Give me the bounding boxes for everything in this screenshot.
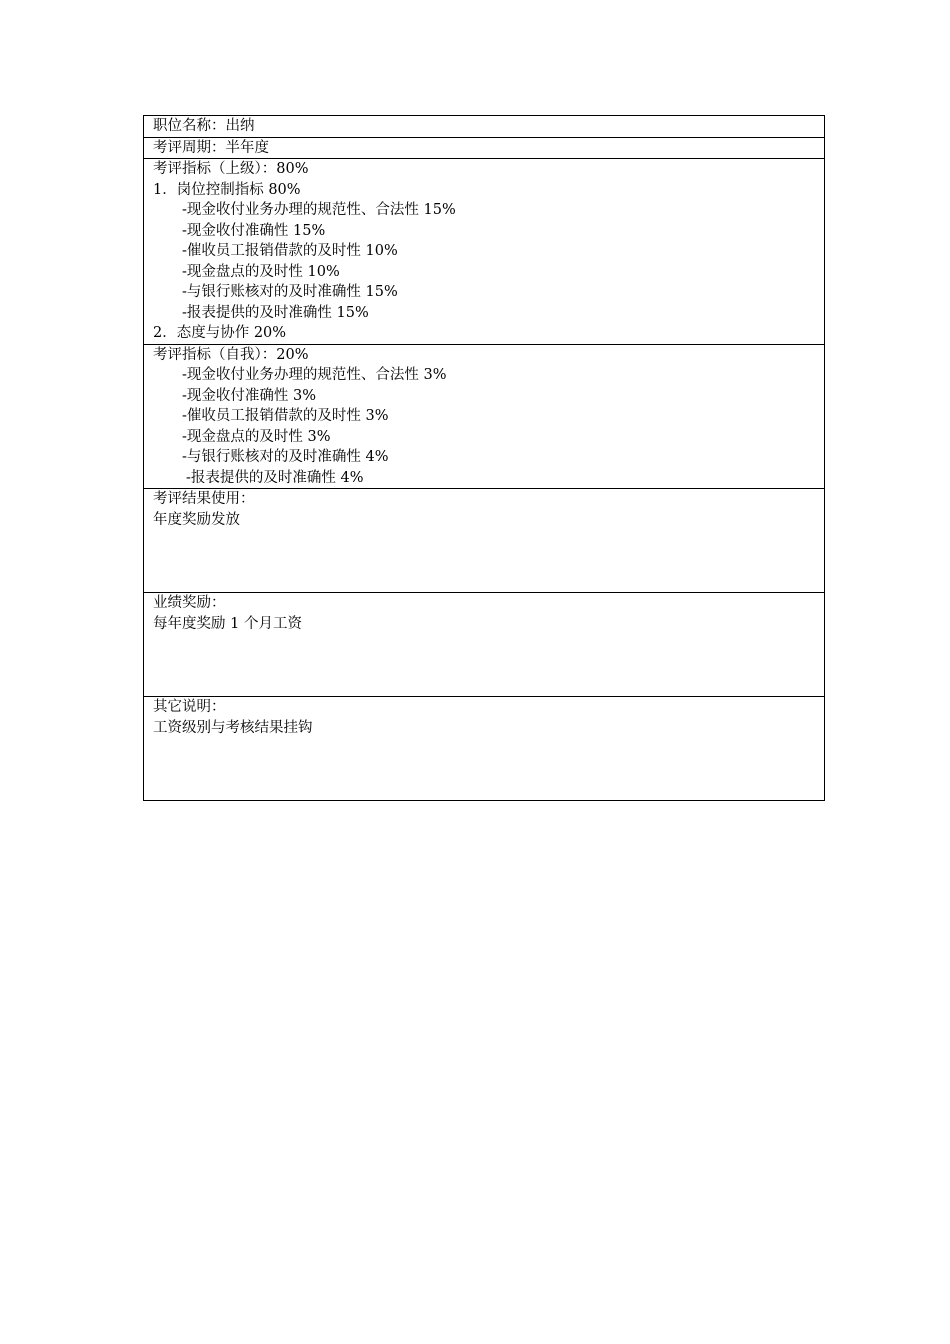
self-item: -现金收付业务办理的规范性、合法性 3% <box>182 367 447 383</box>
self-item: -与银行账核对的及时准确性 4% <box>182 449 389 465</box>
self-indicators-row <box>144 344 824 489</box>
superior-item: -催收员工报销借款的及时性 10% <box>182 243 398 259</box>
notes-heading: 其它说明： <box>153 699 226 715</box>
position-row <box>144 116 824 137</box>
bonus-heading: 业绩奖励： <box>153 595 226 611</box>
evaluation-cycle: 考评周期：半年度 <box>153 139 269 156</box>
superior-item: -现金收付业务办理的规范性、合法性 15% <box>182 202 456 218</box>
self-heading: 考评指标（自我）：20% <box>153 346 309 363</box>
notes-row <box>144 696 824 800</box>
cycle-row <box>144 137 824 159</box>
superior-item: -现金收付准确性 15% <box>182 222 326 239</box>
result-use-heading: 考评结果使用： <box>153 491 255 507</box>
result-use-row <box>144 488 824 592</box>
superior-item: -现金盘点的及时性 10% <box>182 263 340 280</box>
superior-item: -与银行账核对的及时准确性 15% <box>182 284 398 300</box>
self-item: -现金盘点的及时性 3% <box>182 428 331 445</box>
superior-heading: 考评指标（上级）：80% <box>153 161 309 177</box>
superior-indicators-row <box>144 158 824 344</box>
bonus-text: 每年度奖励 1 个月工资 <box>153 615 302 632</box>
bonus-row <box>144 592 824 696</box>
superior-item: -报表提供的及时准确性 15% <box>182 304 369 321</box>
position-title: 职位名称：出纳 <box>153 118 255 134</box>
notes-text: 工资级别与考核结果挂钩 <box>153 719 313 736</box>
result-use-text: 年度奖励发放 <box>153 511 240 528</box>
superior-section-2: 2．态度与协作 20% <box>153 325 287 341</box>
self-item: -报表提供的及时准确性 4% <box>186 469 364 486</box>
self-item: -催收员工报销借款的及时性 3% <box>182 408 389 424</box>
self-item: -现金收付准确性 3% <box>182 387 317 404</box>
superior-section-1: 1．岗位控制指标 80% <box>153 181 301 198</box>
evaluation-table <box>143 115 825 801</box>
